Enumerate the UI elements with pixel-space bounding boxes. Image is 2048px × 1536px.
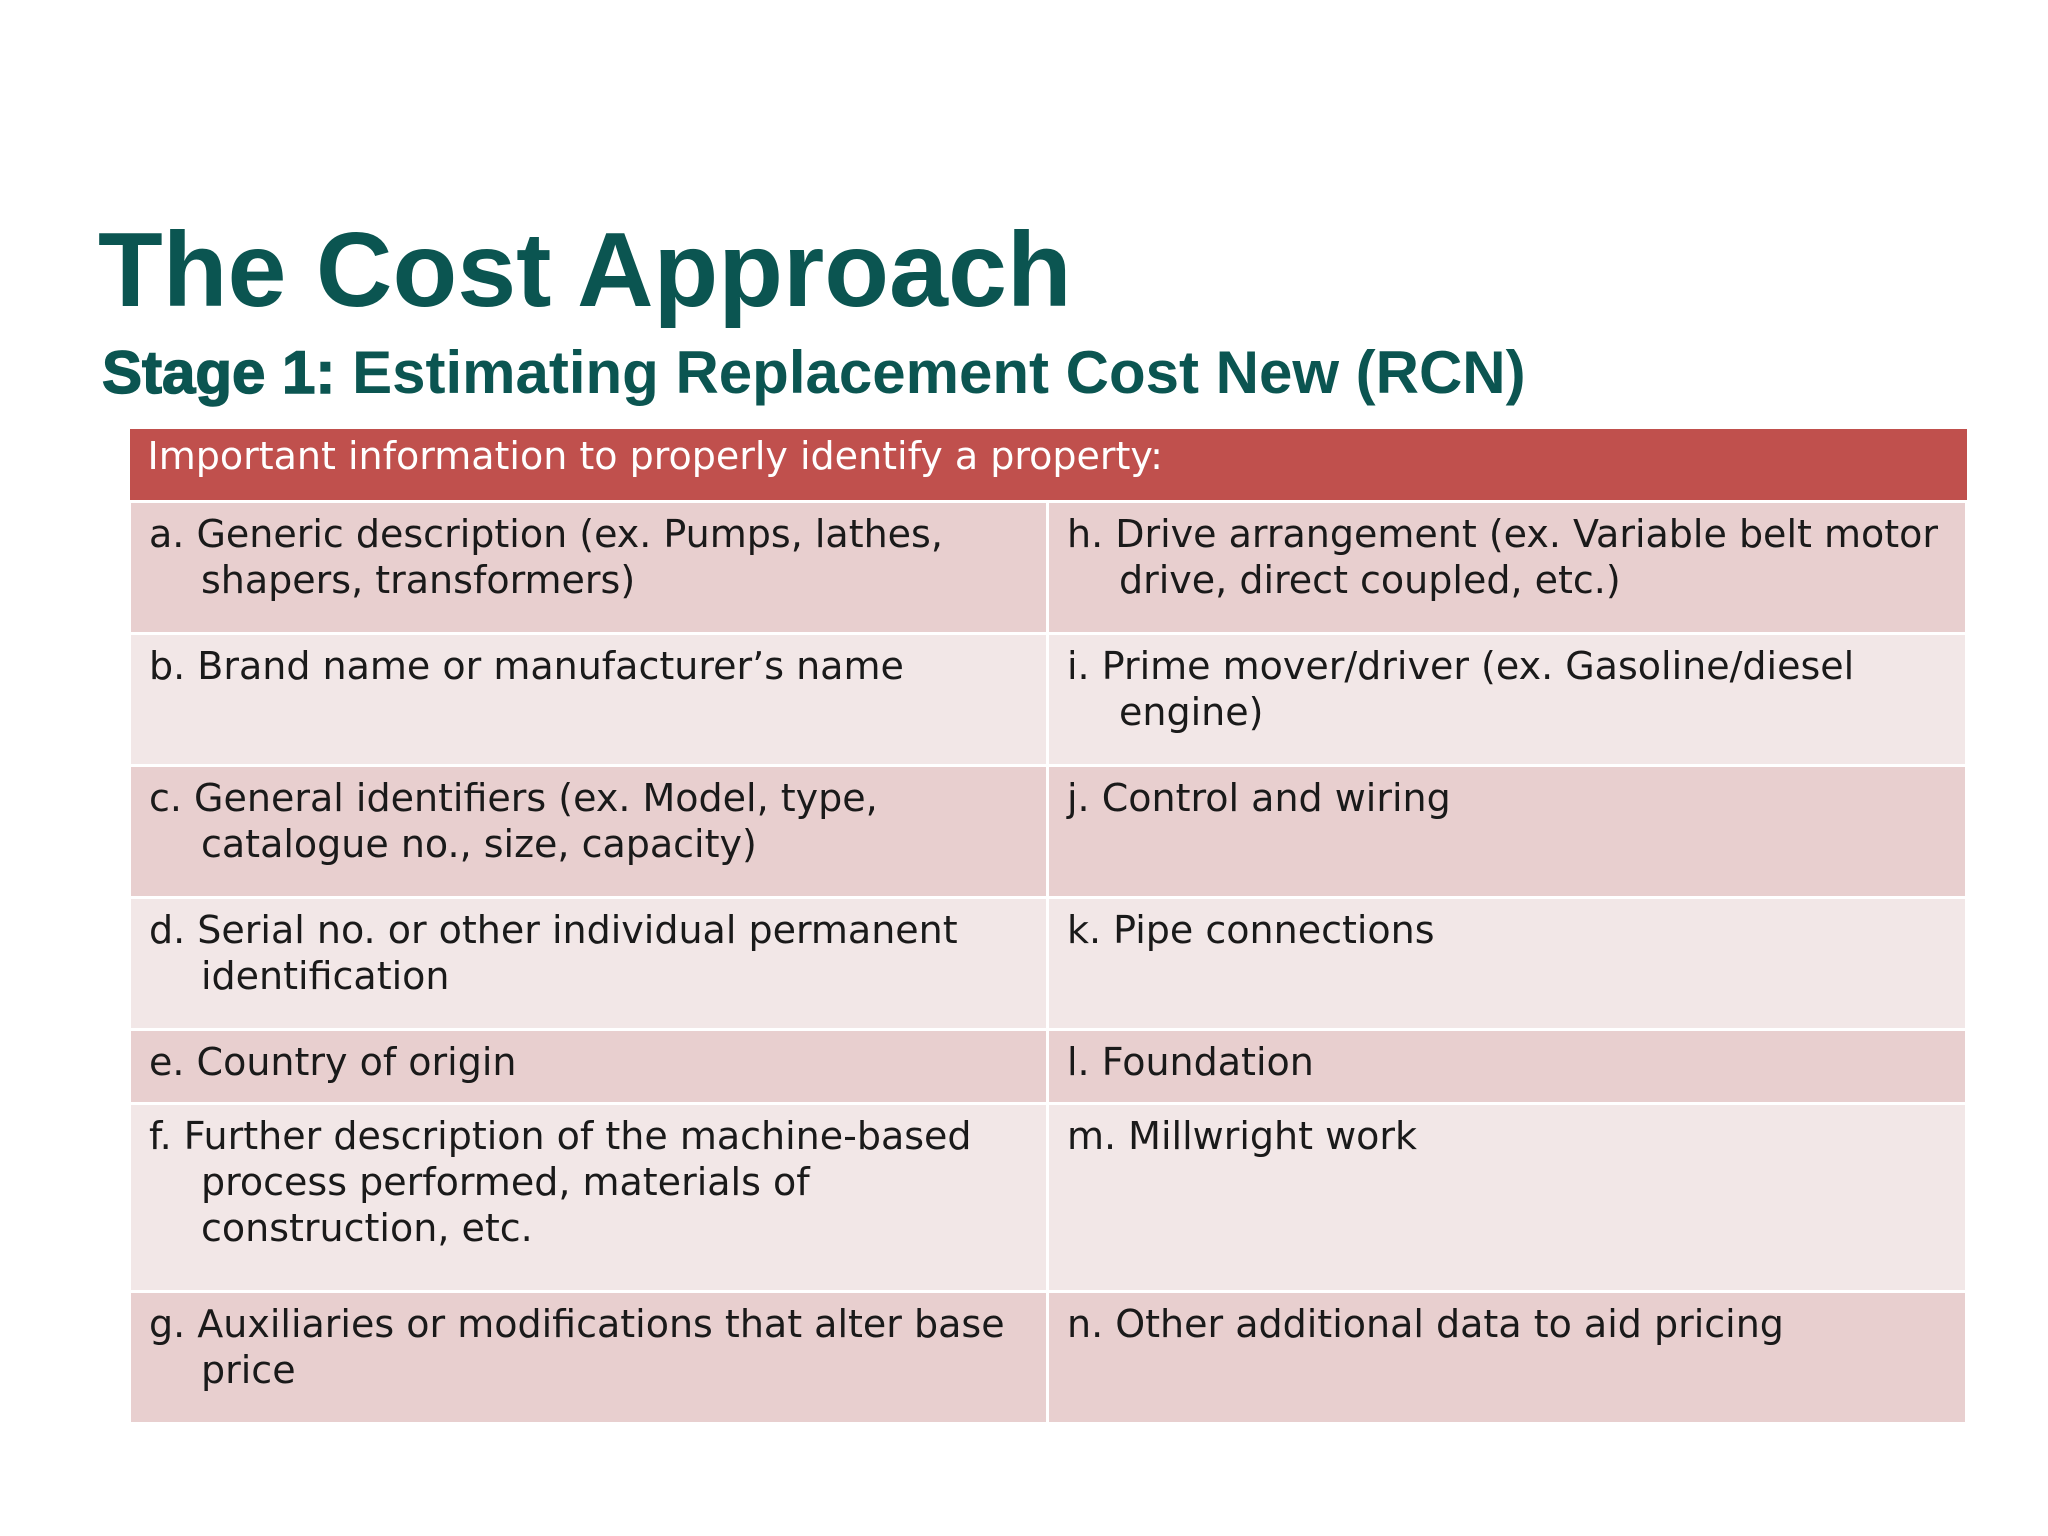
item-a: a. Generic description (ex. Pumps, lathes, shapers, transformers) bbox=[149, 511, 943, 602]
item-i: i. Prime mover/driver (ex. Gasoline/diesel engine) bbox=[1067, 643, 1855, 734]
table-row bbox=[130, 1103, 1967, 1291]
item-h: h. Drive arrangement (ex. Variable belt motor drive, direct coupled, etc.) bbox=[1067, 511, 1939, 602]
item-k: k. Pipe connections bbox=[1067, 907, 1435, 952]
slide-title: The Cost Approach bbox=[98, 211, 1072, 329]
item-j: j. Control and wiring bbox=[1067, 775, 1451, 820]
table-header: Important information to properly identify a property: bbox=[130, 429, 1967, 501]
table-cell-right bbox=[1048, 633, 1967, 765]
table-row bbox=[130, 1291, 1967, 1423]
item-n: n. Other additional data to aid pricing bbox=[1067, 1301, 1784, 1346]
table-cell-right bbox=[1048, 1291, 1967, 1423]
table-cell-right bbox=[1048, 1103, 1967, 1291]
subtitle-stage: Stage 1: bbox=[102, 339, 336, 406]
table-header-row bbox=[130, 429, 1967, 501]
table-cell-right bbox=[1048, 765, 1967, 897]
property-info-table bbox=[128, 429, 1968, 1425]
item-f: f. Further description of the machine-based process performed, materials of construction, etc. bbox=[149, 1113, 972, 1250]
table-cell-right bbox=[1048, 501, 1967, 633]
table-cell-left bbox=[130, 897, 1048, 1029]
table-cell-right bbox=[1048, 1029, 1967, 1103]
item-e: e. Country of origin bbox=[149, 1039, 517, 1084]
subtitle-text: Estimating Replacement Cost New (RCN) bbox=[335, 339, 1526, 406]
table-row bbox=[130, 1029, 1967, 1103]
item-c: c. General identifiers (ex. Model, type, catalogue no., size, capacity) bbox=[149, 775, 878, 866]
slide-subtitle bbox=[102, 340, 1526, 406]
item-b: b. Brand name or manufacturer’s name bbox=[149, 643, 904, 688]
item-m: m. Millwright work bbox=[1067, 1113, 1418, 1158]
table-row bbox=[130, 501, 1967, 633]
table-cell-left bbox=[130, 1103, 1048, 1291]
table-row bbox=[130, 765, 1967, 897]
item-l: l. Foundation bbox=[1067, 1039, 1314, 1084]
item-d: d. Serial no. or other individual permanent identification bbox=[149, 907, 958, 998]
table-cell-left bbox=[130, 1029, 1048, 1103]
item-g: g. Auxiliaries or modifications that alter base price bbox=[149, 1301, 1005, 1392]
table-row bbox=[130, 897, 1967, 1029]
table-cell-left bbox=[130, 633, 1048, 765]
table-cell-left bbox=[130, 765, 1048, 897]
table-cell-left bbox=[130, 501, 1048, 633]
table-cell-left bbox=[130, 1291, 1048, 1423]
table-cell-right bbox=[1048, 897, 1967, 1029]
table-row bbox=[130, 633, 1967, 765]
